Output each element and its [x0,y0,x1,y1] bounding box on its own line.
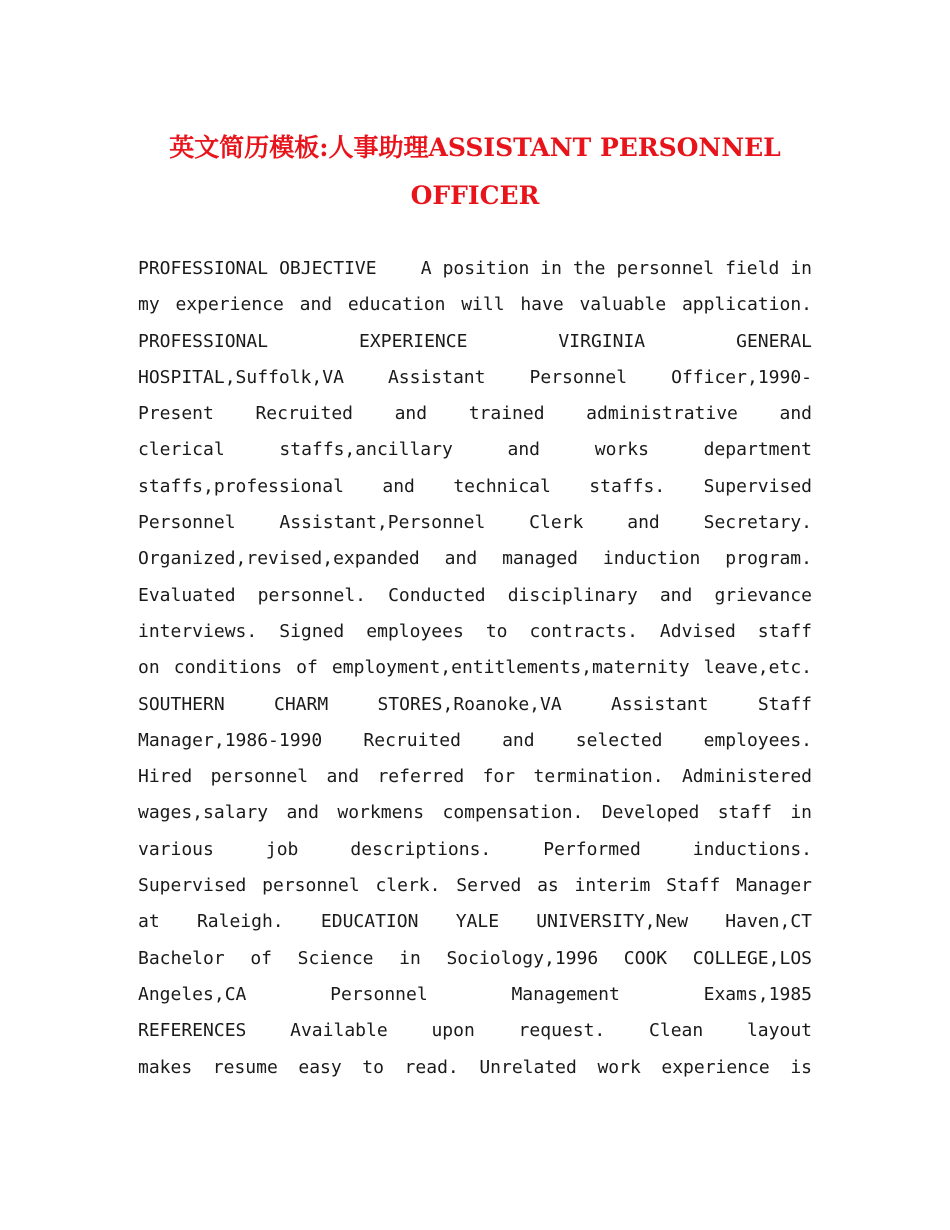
body-line: my experience and education will have valuable application. [138,294,812,316]
body-line: Present Recruited and trained administrative and [138,403,812,425]
body-line: staffs,professional and technical staffs. Supervised [138,475,812,497]
body-line: Personnel Assistant,Personnel Clerk and Secretary. [138,512,812,534]
body-line: REFERENCES Available upon request. Clean layout [138,1020,812,1042]
body-line: Manager,1986-1990 Recruited and selected employees. [138,729,812,751]
resume-body [138,251,812,1086]
body-line: HOSPITAL,Suffolk,VA Assistant Personnel Officer,1990- [138,366,812,388]
body-line: Angeles,CA Personnel Management Exams,1985 [138,983,812,1005]
body-line: Evaluated personnel. Conducted disciplinary and grievance [138,584,812,606]
body-line: wages,salary and workmens compensation. Developed staff in [138,802,812,824]
body-line: SOUTHERN CHARM STORES,Roanoke,VA Assistant Staff [138,693,812,715]
document-title-line-2: OFFICER [410,181,540,210]
body-line: Hired personnel and referred for termination. Administered [138,766,812,788]
body-line: Bachelor of Science in Sociology,1996 COOK COLLEGE,LOS [138,947,812,969]
body-line: at Raleigh. EDUCATION YALE UNIVERSITY,New Haven,CT [138,911,812,933]
body-line: Supervised personnel clerk. Served as interim Staff Manager [138,875,812,897]
body-line: various job descriptions. Performed inductions. [138,838,812,860]
body-line: interviews. Signed employees to contracts. Advised staff [138,620,812,642]
document-title-line-1: 英文简历模板:人事助理ASSISTANT PERSONNEL [169,133,781,162]
body-line: on conditions of employment,entitlements,maternity leave,etc. [138,657,812,679]
body-line: clerical staffs,ancillary and works department [138,439,812,461]
body-line: PROFESSIONAL EXPERIENCE VIRGINIA GENERAL [138,330,812,352]
body-line: PROFESSIONAL OBJECTIVE A position in the personnel field in [138,258,812,279]
body-line: Organized,revised,expanded and managed induction program. [138,548,812,570]
body-line: makes resume easy to read. Unrelated work experience is [138,1056,812,1078]
